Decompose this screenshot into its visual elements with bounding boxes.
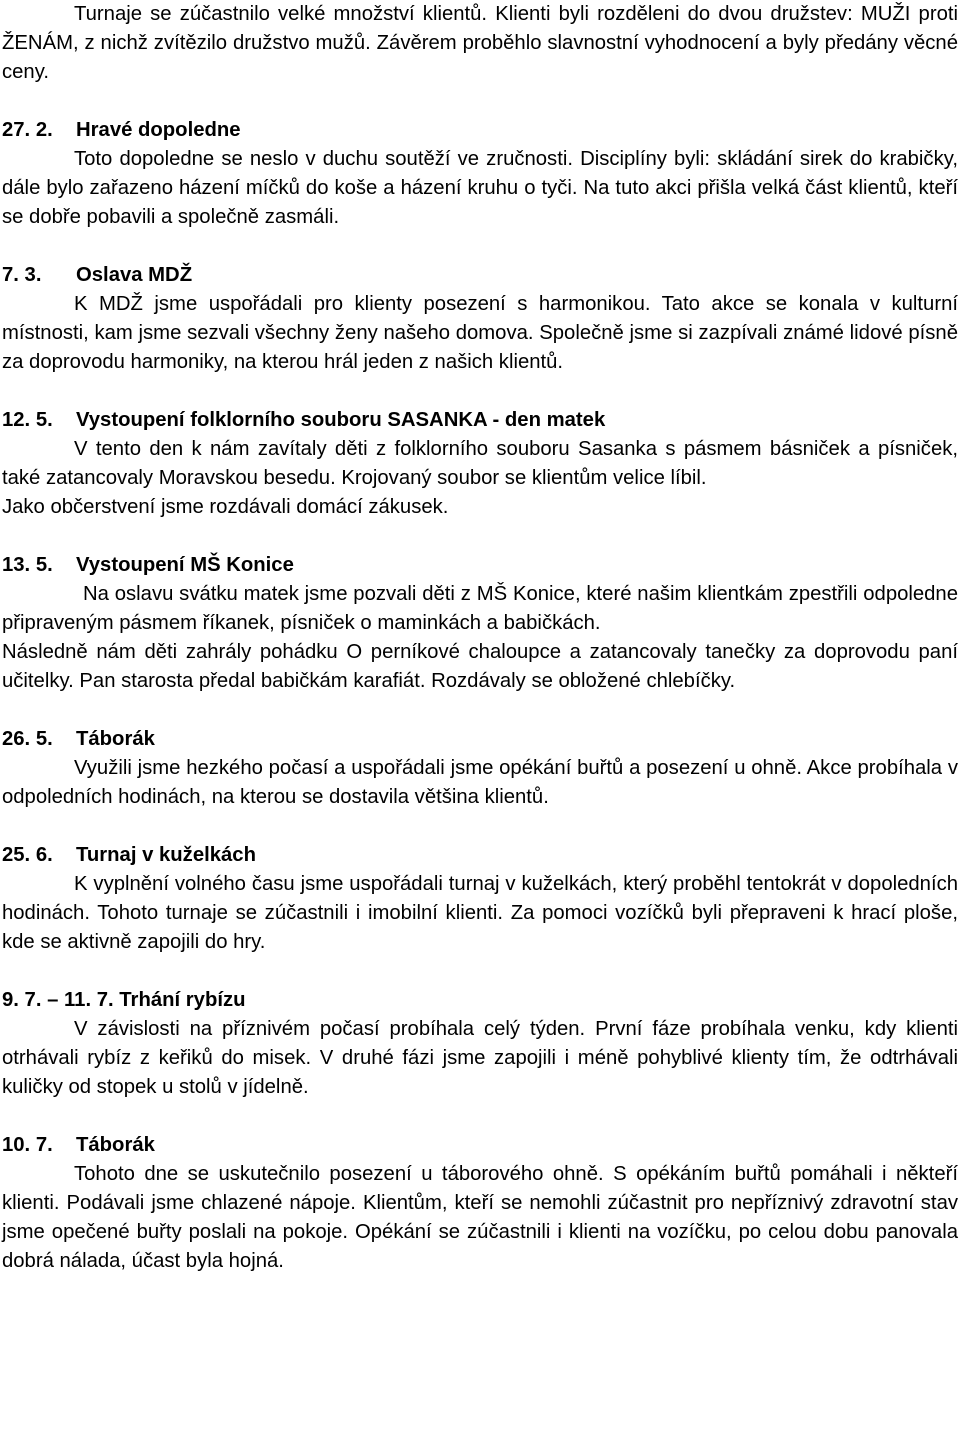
section-title: Trhání rybízu bbox=[119, 989, 246, 1011]
section-ms-konice bbox=[2, 551, 958, 696]
section-heading bbox=[2, 1131, 958, 1160]
section-text: V tento den k nám zavítaly děti z folklorního souboru Sasanka s pásmem básniček a písniček, také zatancovaly Moravskou besedu. Krojovaný soubor se klientům velice líbil. bbox=[2, 438, 958, 489]
section-heading bbox=[2, 551, 958, 580]
section-text-2: Jako občerstvení jsme rozdávali domácí zákusek. bbox=[2, 496, 449, 518]
section-heading bbox=[2, 116, 958, 145]
section-text-2: Následně nám děti zahrály pohádku O perníkové chaloupce a zatancovaly tanečky za doprovodu paní učitelky. Pan starosta předal babičkám karafiát. Rozdávaly se obložené chlebíčky. bbox=[2, 641, 958, 692]
section-sasanka bbox=[2, 406, 958, 522]
section-oslava-mdz bbox=[2, 261, 958, 377]
section-text-rest: Disciplíny byli: skládání sirek do krabičky, dále bylo zařazeno házení míčků do koše a házení kruhu o tyči. Na tuto akci přišla velká část klientů, kteří se dobře pobavili a společně zasmáli. bbox=[2, 148, 958, 228]
section-heading bbox=[2, 725, 958, 754]
section-hrave-dopoledne bbox=[2, 116, 958, 232]
section-date: 13. 5. bbox=[2, 554, 53, 576]
section-title: Vystoupení MŠ Konice bbox=[76, 554, 294, 576]
section-text bbox=[2, 145, 958, 232]
section-title: Vystoupení folklorního souboru SASANKA - den matek bbox=[76, 409, 606, 431]
document-page bbox=[2, 0, 958, 1276]
section-date: 25. 6. bbox=[2, 844, 53, 866]
section-text: Tohoto dne se uskutečnilo posezení u táborového ohně. S opékáním buřtů pomáhali i někteří klienti. Podávali jsme chlazené nápoje. Klientům, kteří se nemohli zúčastnit pro nepříznivý zdravotní stav jsme opečené buřty poslali na pokoje. Opékání se zúčastnili i klienti na vozíčku, po celou dobu panovala dobrá nálada, účast byla hojná. bbox=[2, 1163, 958, 1272]
section-date: 9. 7. – 11. 7. bbox=[2, 989, 114, 1011]
section-heading bbox=[2, 261, 958, 290]
section-rybiz bbox=[2, 986, 958, 1102]
intro-paragraph: Turnaje se zúčastnilo velké množství klientů. Klienti byli rozděleni do dvou družstev: MUŽI proti ŽENÁM, z nichž zvítězilo družstvo mužů. Závěrem proběhlo slavnostní vyhodnocení a byly předány věcné ceny. bbox=[2, 3, 958, 83]
section-date: 7. 3. bbox=[2, 264, 42, 286]
section-text: K vyplnění volného času jsme uspořádali turnaj v kuželkách, který proběhl tentokrát v dopoledních hodinách. Tohoto turnaje se zúčastnili i imobilní klienti. Za pomoci vozíčků byli přepraveni k hrací ploše, kde se aktivně zapojili do hry. bbox=[2, 873, 958, 953]
section-kuzelky bbox=[2, 841, 958, 957]
section-title: Hravé dopoledne bbox=[76, 119, 241, 141]
section-title: Turnaj v kuželkách bbox=[76, 844, 256, 866]
section-title: Táborák bbox=[76, 728, 155, 750]
section-date: 12. 5. bbox=[2, 409, 53, 431]
section-text: V závislosti na příznivém počasí probíhala celý týden. První fáze probíhala venku, kdy klienti otrhávali rybíz z keřiků do misek. V druhé fázi jsme zapojili i méně pohyblivé klienty tím, že odtrhávali kuličky od stopek u stolů v jídelně. bbox=[2, 1018, 958, 1098]
section-date: 27. 2. bbox=[2, 119, 53, 141]
section-text-line: Toto dopoledne se neslo v duchu soutěží ve zručnosti. bbox=[74, 148, 573, 170]
section-heading bbox=[2, 841, 958, 870]
section-title: Táborák bbox=[76, 1134, 155, 1156]
section-heading bbox=[2, 986, 958, 1015]
section-text: Na oslavu svátku matek jsme pozvali děti z MŠ Konice, které našim klientkám zpestřili odpoledne připraveným pásmem říkanek, písniček o maminkách a babičkách. bbox=[2, 583, 958, 634]
section-text: K MDŽ jsme uspořádali pro klienty posezení s harmonikou. Tato akce se konala v kulturní místnosti, kam jsme sezvali všechny ženy našeho domova. Společně jsme si zazpívali známé lidové písně za doprovodu harmoniky, na kterou hrál jeden z našich klientů. bbox=[2, 293, 958, 373]
section-title: Oslava MDŽ bbox=[76, 264, 193, 286]
section-date: 26. 5. bbox=[2, 728, 53, 750]
section-date: 10. 7. bbox=[2, 1134, 53, 1156]
section-text: Využili jsme hezkého počasí a uspořádali jsme opékání buřtů a posezení u ohně. Akce probíhala v odpoledních hodinách, na kterou se dostavila většina klientů. bbox=[2, 757, 958, 808]
section-taborak-1 bbox=[2, 725, 958, 812]
section-taborak-2 bbox=[2, 1131, 958, 1276]
section-heading bbox=[2, 406, 958, 435]
